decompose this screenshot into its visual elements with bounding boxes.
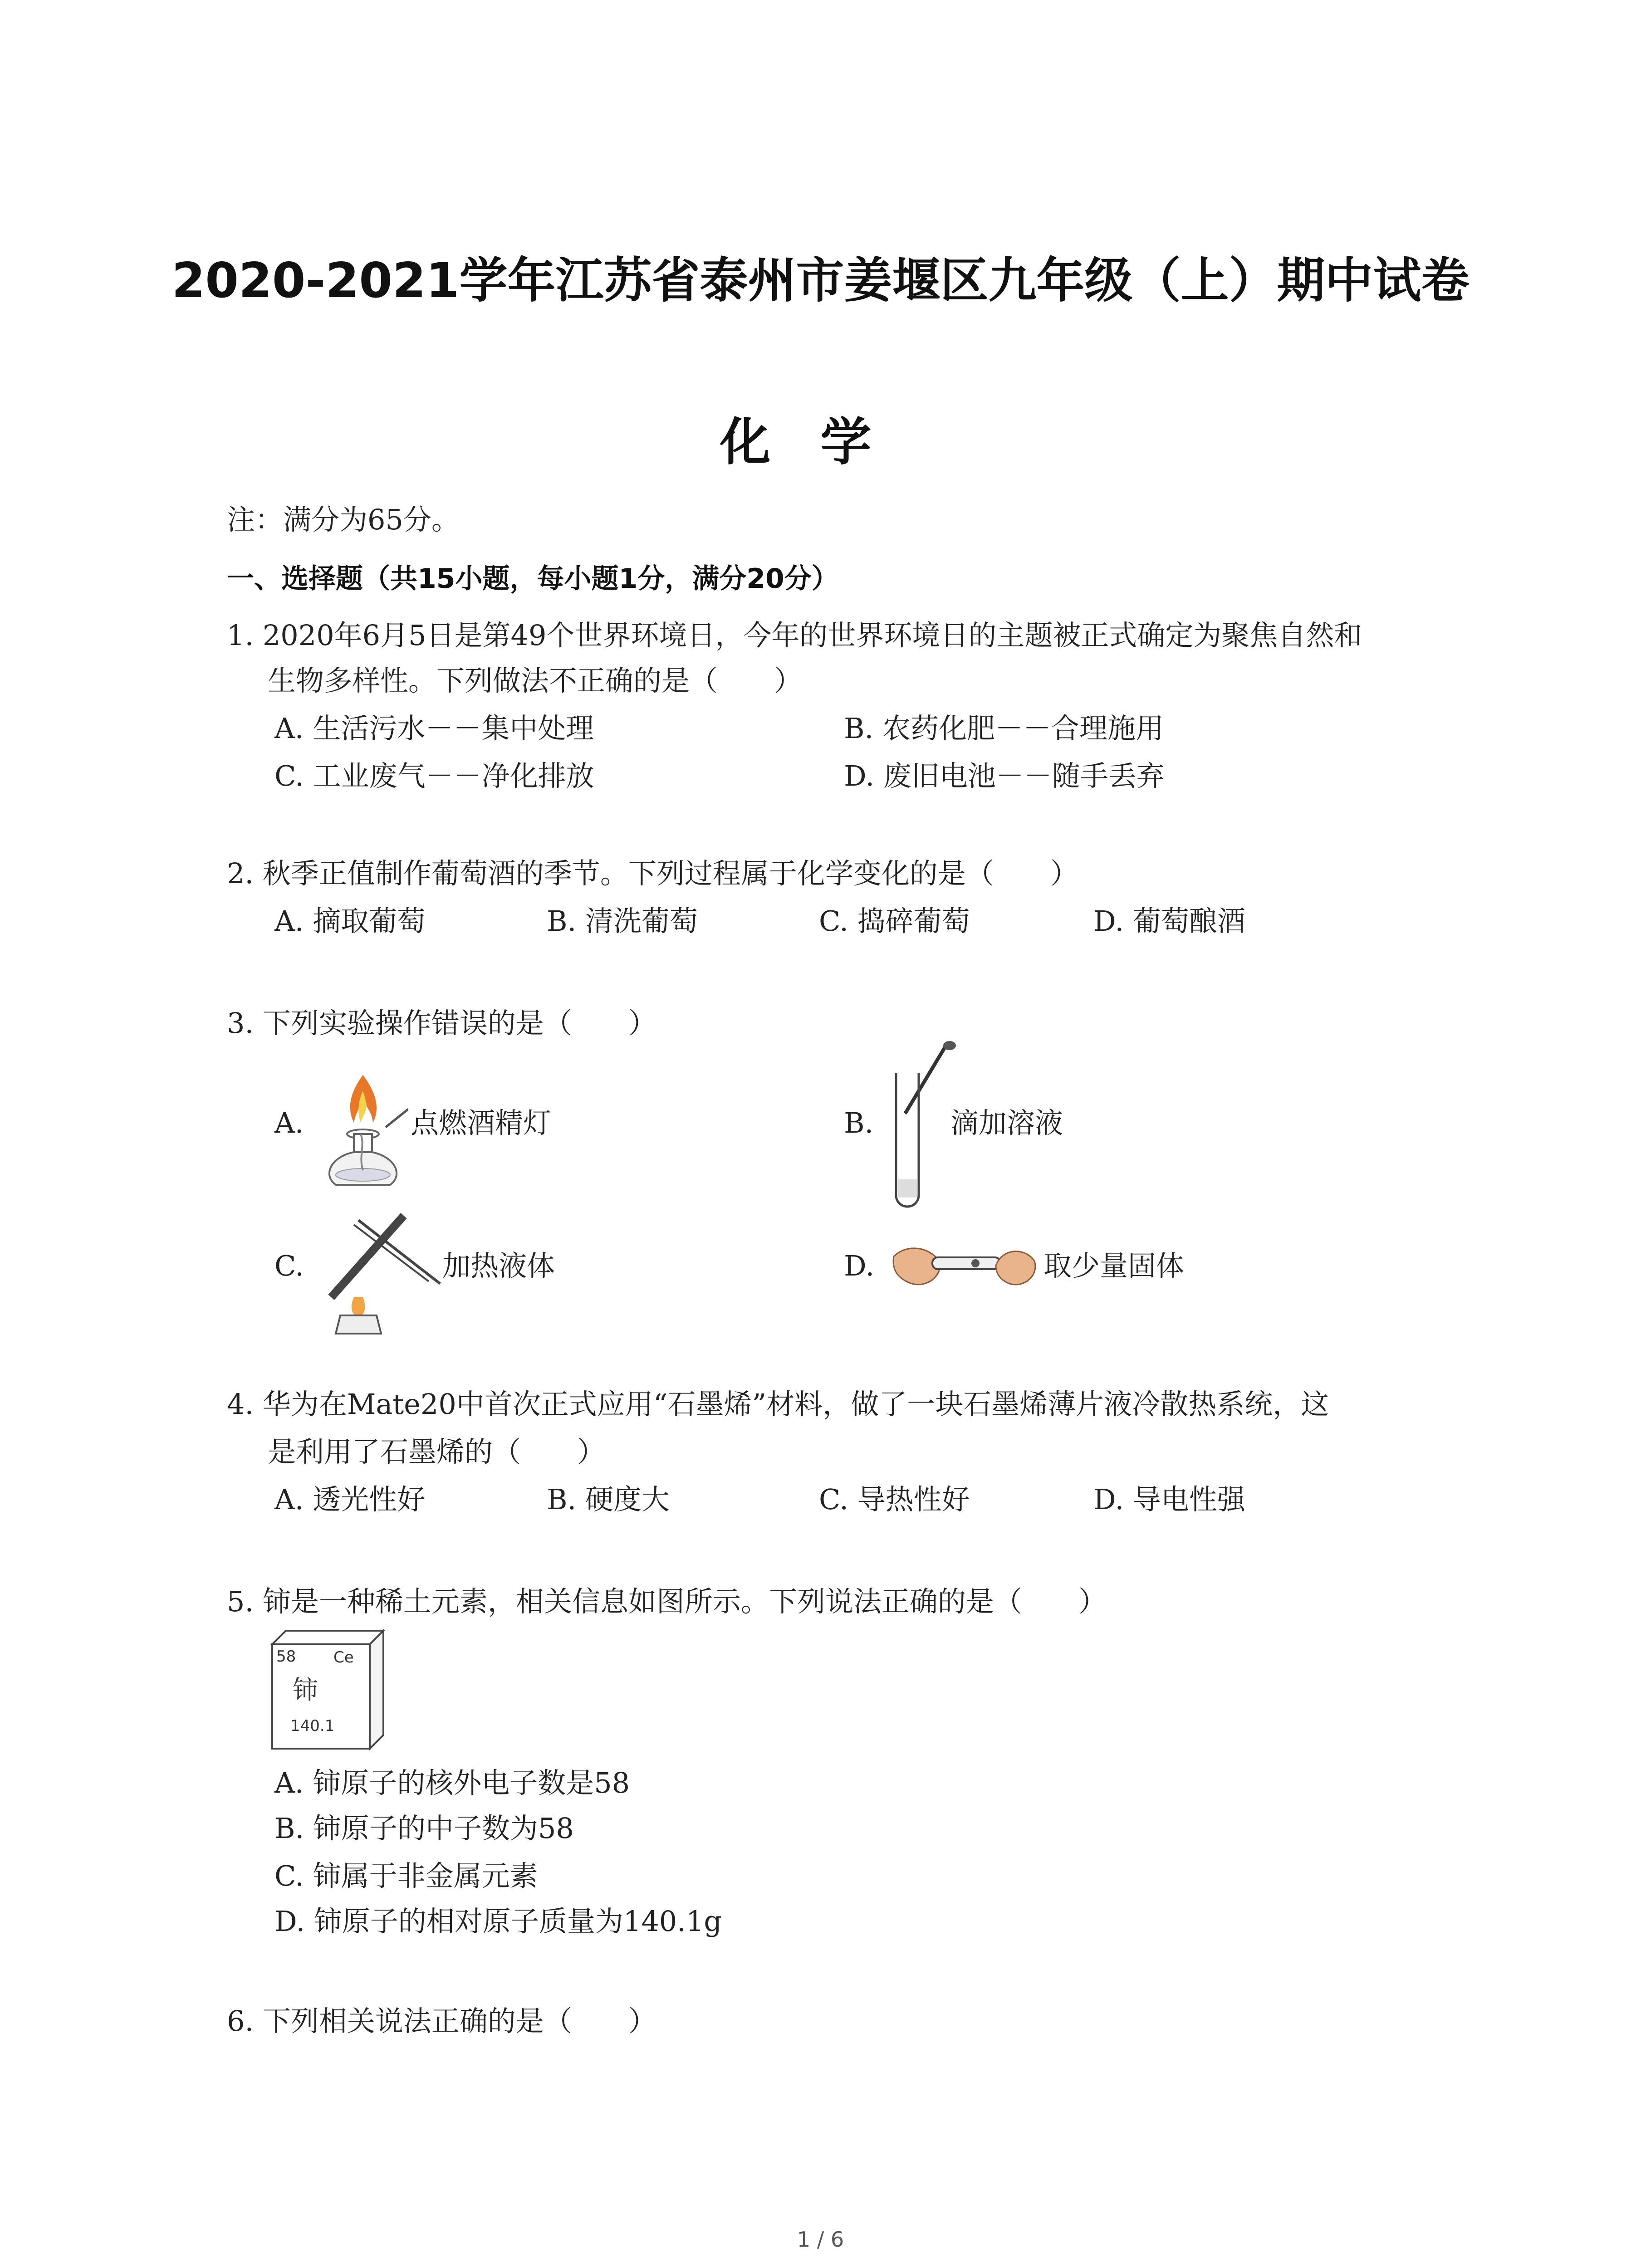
option-b[interactable]: B. 清洗葡萄 <box>547 904 698 938</box>
question-1-stem-cont: 生物多样性。下列做法不正确的是（ ） <box>268 664 803 697</box>
question-2-stem: 2. 秋季正值制作葡萄酒的季节。下列过程属于化学变化的是（ ） <box>227 857 1078 890</box>
atomic-number: 58 <box>276 1647 296 1666</box>
option-a-letter[interactable]: A. <box>274 1106 304 1139</box>
page-number: 1 / 6 <box>797 2227 844 2252</box>
section-heading: 一、选择题（共15小题，每小题1分，满分20分） <box>227 563 839 595</box>
option-b-label[interactable]: 滴加溶液 <box>950 1106 1063 1139</box>
atomic-mass: 140.1 <box>290 1717 335 1735</box>
option-d[interactable]: D. 废旧电池－－随手丢弃 <box>844 759 1165 792</box>
option-c[interactable]: C. 铈属于非金属元素 <box>274 1859 538 1892</box>
option-c[interactable]: C. 捣碎葡萄 <box>819 904 970 938</box>
option-b-letter[interactable]: B. <box>844 1106 874 1139</box>
option-b[interactable]: B. 硬度大 <box>547 1483 670 1516</box>
subject-title: 化学 <box>720 413 921 472</box>
option-b[interactable]: B. 铈原子的中子数为58 <box>274 1812 574 1845</box>
option-a[interactable]: A. 摘取葡萄 <box>274 904 426 938</box>
option-d[interactable]: D. 导电性强 <box>1093 1483 1245 1516</box>
option-a[interactable]: A. 生活污水－－集中处理 <box>274 712 594 745</box>
option-d[interactable]: D. 葡萄酿酒 <box>1093 904 1245 938</box>
option-d-label[interactable]: 取少量固体 <box>1043 1249 1185 1282</box>
option-a-label[interactable]: 点燃酒精灯 <box>411 1106 552 1139</box>
option-c[interactable]: C. 工业废气－－净化排放 <box>274 759 594 792</box>
spatula-solid-icon <box>889 1229 1039 1302</box>
option-c-label[interactable]: 加热液体 <box>442 1249 555 1282</box>
element-card <box>270 1628 386 1751</box>
option-c[interactable]: C. 导热性好 <box>819 1483 970 1516</box>
option-c-letter[interactable]: C. <box>274 1249 304 1282</box>
question-6-stem: 6. 下列相关说法正确的是（ ） <box>227 2004 656 2038</box>
element-name: 铈 <box>293 1676 318 1705</box>
option-d[interactable]: D. 铈原子的相对原子质量为140.1g <box>274 1905 722 1938</box>
page-title: 2020-2021学年江苏省泰州市姜堰区九年级（上）期中试卷 <box>171 253 1470 308</box>
question-4-stem-cont: 是利用了石墨烯的（ ） <box>268 1435 606 1468</box>
question-4-stem: 4. 华为在Mate20中首次正式应用“石墨烯”材料，做了一块石墨烯薄片液冷散热系统，这 <box>227 1388 1329 1421</box>
option-a[interactable]: A. 铈原子的核外电子数是58 <box>274 1766 630 1799</box>
element-symbol: Ce <box>333 1648 354 1667</box>
alcohol-lamp-icon <box>318 1066 408 1193</box>
heating-test-tube-icon <box>313 1202 445 1338</box>
option-b[interactable]: B. 农药化肥－－合理施用 <box>844 712 1164 745</box>
question-1-stem: 1. 2020年6月5日是第49个世界环境日，今年的世界环境日的主题被正式确定为聚焦自然和 <box>227 619 1362 652</box>
option-d-letter[interactable]: D. <box>844 1249 875 1282</box>
question-3-stem: 3. 下列实验操作错误的是（ ） <box>227 1007 656 1040</box>
question-5-stem: 5. 铈是一种稀土元素，相关信息如图所示。下列说法正确的是（ ） <box>227 1585 1107 1618</box>
score-note: 注：满分为65分。 <box>227 503 460 536</box>
option-a[interactable]: A. 透光性好 <box>274 1483 426 1516</box>
